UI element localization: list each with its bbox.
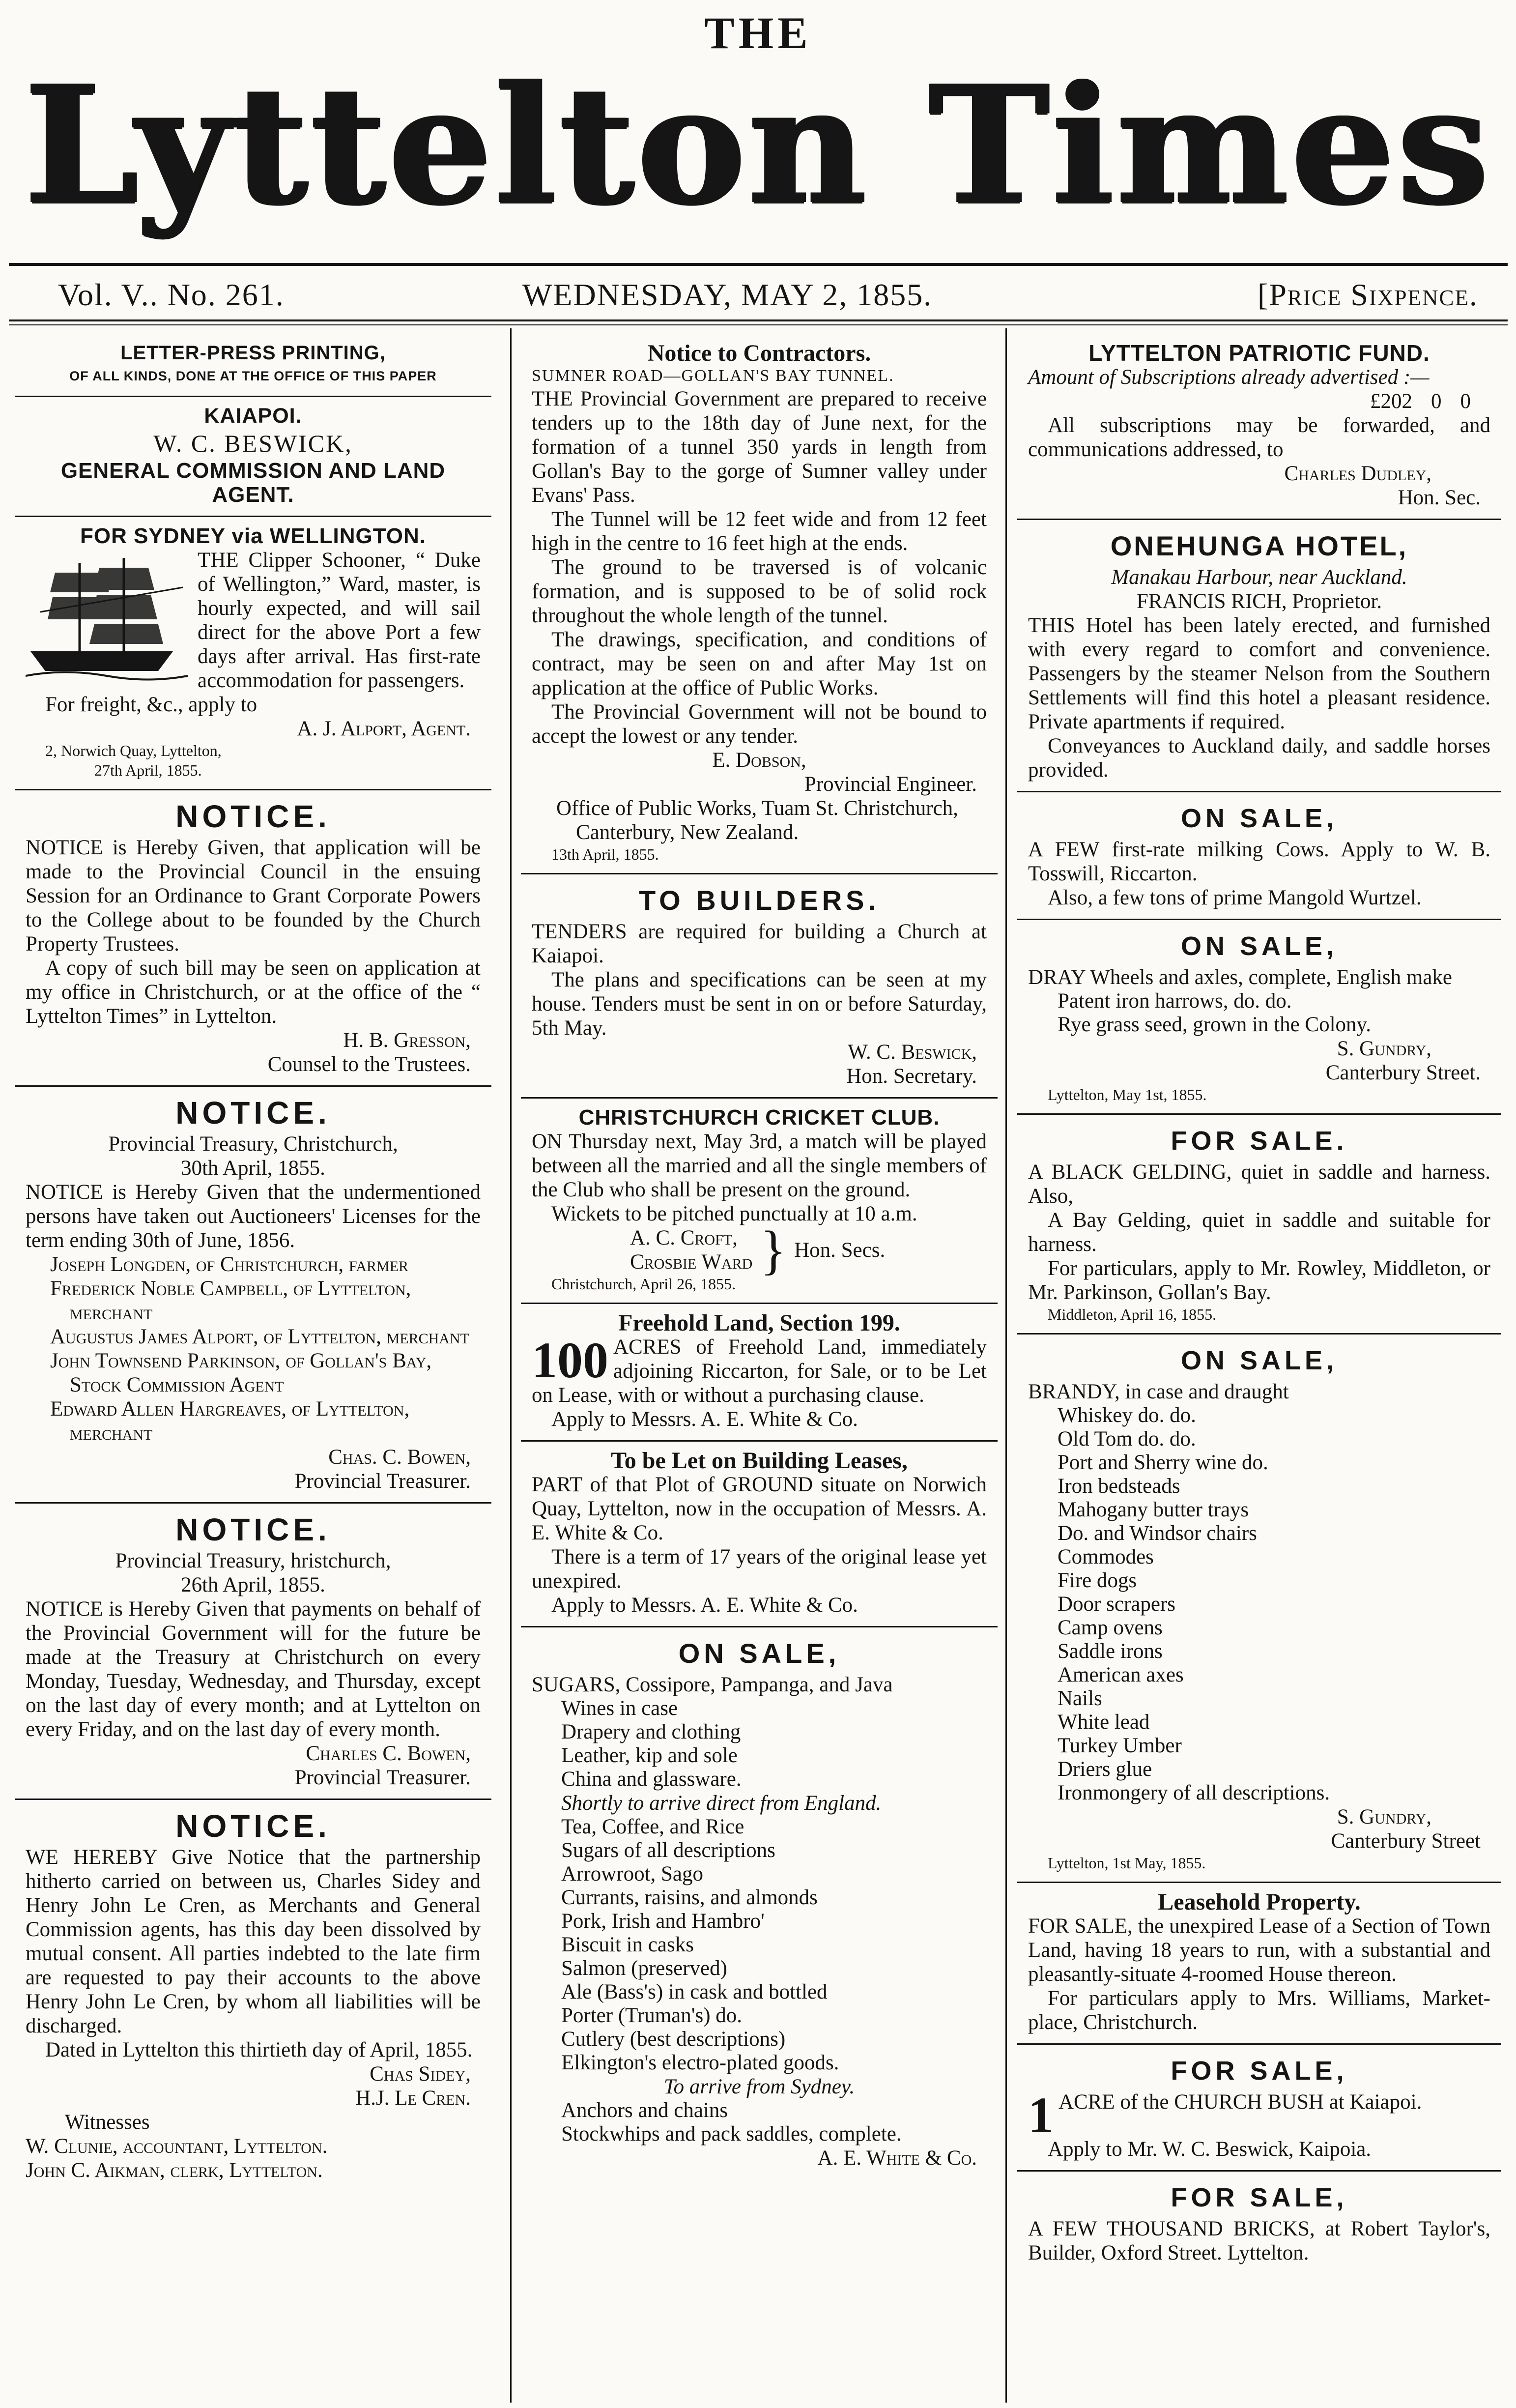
list-item: John Townsend Parkinson, of Gollan's Bay, Stock Commission Agent xyxy=(50,1349,432,1396)
ad-notice-college xyxy=(15,790,491,1087)
builders-heading: TO BUILDERS. xyxy=(638,885,880,916)
cricket-secretaries xyxy=(532,1220,987,1280)
list-item: Currants, raisins, and almonds xyxy=(561,1886,818,1909)
list-item: Commodes xyxy=(1058,1545,1154,1568)
dray-date: Lyttelton, May 1st, 1855. xyxy=(1048,1086,1207,1103)
column-divider-2 xyxy=(1005,328,1007,2403)
list-item: White lead xyxy=(1058,1711,1150,1734)
ad-building-leases xyxy=(521,1442,998,1627)
column-1 xyxy=(15,334,491,2389)
gelding-body: A BLACK GELDING, quiet in saddle and harness. Also, xyxy=(1028,1160,1490,1208)
amount-pence: 0 xyxy=(1460,390,1471,413)
leases-p2: There is a term of 17 years of the original lease yet unexpired. xyxy=(532,1545,987,1593)
list-item: Frederick Noble Campbell, of Lyttelton, merchant xyxy=(50,1277,411,1324)
ad-printing xyxy=(15,334,491,397)
ad-beswick xyxy=(15,397,491,517)
brandy-body: BRANDY, in case and draught xyxy=(1028,1380,1289,1403)
cricket-heading: CHRISTCHURCH CRICKET CLUB. xyxy=(578,1105,940,1130)
list-item: Fire dogs xyxy=(1058,1569,1137,1592)
ad-onehunga-hotel xyxy=(1017,520,1501,792)
ad-church-bush xyxy=(1017,2045,1501,2172)
list-item: Anchors and chains xyxy=(561,2099,728,2122)
notice-4-body: WE HEREBY Give Notice that the partnership hitherto carried on between us, Charles Sidey and Henry John Le Cren, as Merchants and General Commission agents, has this day been dissolved by mutual consent. All parties indebted to the late firm are requested to pay their accounts to the above Henry John Le Cren, by whom all liabilities will be discharged. xyxy=(26,1846,481,2037)
beswick-role: GENERAL COMMISSION AND LAND AGENT. xyxy=(60,459,446,507)
hotel-place: Manakau Harbour, near Auckland. xyxy=(1111,566,1407,589)
hotel-heading: ONEHUNGA HOTEL, xyxy=(1110,530,1408,561)
list-item: Leather, kip and sole xyxy=(561,1744,738,1767)
onsale-heading: ON SALE, xyxy=(678,1638,840,1669)
list-item: Augustus James Alport, of Lyttelton, merchant xyxy=(50,1325,469,1348)
list-item: Stockwhips and pack saddles, complete. xyxy=(561,2122,902,2146)
builders-body: TENDERS are required for building a Church at Kaiapoi. xyxy=(532,920,987,967)
amount-pounds: £202 xyxy=(1370,390,1412,413)
ad-builders xyxy=(521,874,998,1099)
notice-2-signature-role: Provincial Treasurer. xyxy=(294,1470,471,1493)
builders-p2: The plans and specifications can be seen at my house. Tenders must be sent in on or before Saturday, 5th May. xyxy=(532,968,987,1040)
leases-body: PART of that Plot of GROUND situate on Norwich Quay, Lyttelton, now in the occupation of Messrs. A. E. White & Co. xyxy=(532,1473,987,1544)
contractors-p5: The Provincial Government will not be bound to accept the lowest or any tender. xyxy=(532,700,987,748)
ad-contractors xyxy=(521,334,998,874)
column-2 xyxy=(521,334,998,2389)
list-item: Patent iron harrows, do. do. xyxy=(1058,989,1292,1013)
brandy-signature: S. Gundry, xyxy=(1337,1805,1431,1828)
notice-3-signature: Charles C. Bowen, xyxy=(306,1742,471,1765)
list-item: Port and Sherry wine do. xyxy=(1058,1451,1268,1474)
list-item: Nails xyxy=(1058,1687,1102,1710)
cricket-name-1: A. C. Croft, xyxy=(630,1226,738,1249)
sydney-body: THE Clipper Schooner, “ Duke of Wellington,” Ward, master, is hourly expected, and will sail direct for the above Port a few days after arrival. Has first-rate accommodation for passengers. xyxy=(198,549,481,692)
list-item: American axes xyxy=(1058,1663,1184,1686)
freehold-number: 100 xyxy=(532,1332,608,1389)
gelding-date: Middleton, April 16, 1855. xyxy=(1048,1306,1217,1323)
masthead-rule-thin xyxy=(9,324,1508,325)
notice-3-signature-role: Provincial Treasurer. xyxy=(294,1766,471,1789)
notice-4-signature-2: H.J. Le Cren. xyxy=(355,2087,471,2110)
ad-brandy xyxy=(1017,1335,1501,1883)
cricket-role: Hon. Secs. xyxy=(794,1238,886,1262)
sydney-agent: A. J. Alport, Agent. xyxy=(297,717,471,740)
ad-gelding xyxy=(1017,1115,1501,1335)
sydney-heading: FOR SYDNEY via WELLINGTON. xyxy=(80,524,427,548)
notice-3-heading: NOTICE. xyxy=(175,1512,331,1547)
leasehold-body: FOR SALE, the unexpired Lease of a Section of Town Land, having 18 years to run, with a substantial and pleasantly-situate 4-roomed House thereon. xyxy=(1028,1915,1490,1986)
onsale-shortly: Shortly to arrive direct from England. xyxy=(561,1792,882,1815)
patriotic-signature-role: Hon. Sec. xyxy=(1398,486,1481,509)
patriotic-signature: Charles Dudley, xyxy=(1284,462,1431,485)
notice-1-body: NOTICE is Hereby Given, that application will be made to the Provincial Council in the ensuing Session for an Ordinance to Grant Corporate Powers to the College about to be founded by the Church Property Trustees. xyxy=(26,836,481,956)
dateline xyxy=(9,273,1508,317)
brace-glyph: } xyxy=(760,1220,787,1280)
notice-4-witness-1: W. Clunie, accountant, Lyttelton. xyxy=(26,2135,328,2158)
cricket-p2: Wickets to be pitched punctually at 10 a.m. xyxy=(551,1202,917,1225)
cows-body: A FEW first-rate milking Cows. Apply to W. B. Tosswill, Riccarton. xyxy=(1028,838,1490,885)
contractors-subheading: SUMNER ROAD—GOLLAN'S BAY TUNNEL. xyxy=(532,367,894,385)
ad-on-sale-sugars xyxy=(521,1627,998,2179)
leases-apply: Apply to Messrs. A. E. White & Co. xyxy=(551,1594,858,1617)
cricket-body: ON Thursday next, May 3rd, a match will be played between all the married and all the single members of the Club who shall be present on the ground. xyxy=(532,1130,987,1201)
cricket-date: Christchurch, April 26, 1855. xyxy=(551,1275,736,1293)
list-item: Whiskey do. do. xyxy=(1058,1404,1196,1427)
hotel-body: THIS Hotel has been lately erected, and furnished with every regard to comfort and convenience. Passengers by the steamer Nelson from the Southern Settlements will find this hotel a pleasant residence. Private apartments if required. xyxy=(1028,614,1490,733)
list-item: Tea, Coffee, and Rice xyxy=(561,1815,744,1838)
list-item: Pork, Irish and Hambro' xyxy=(561,1910,765,1933)
list-item: Porter (Truman's) do. xyxy=(561,2004,743,2027)
patriotic-subheading: Amount of Subscriptions already advertised :— xyxy=(1028,366,1430,389)
beswick-place: KAIAPOI. xyxy=(204,404,302,428)
amount-shillings: 0 xyxy=(1431,390,1442,413)
onsale-list-sydney xyxy=(532,2099,987,2146)
dray-list xyxy=(1028,989,1490,1037)
notice-1-heading: NOTICE. xyxy=(175,799,331,834)
list-item: Camp ovens xyxy=(1058,1616,1163,1639)
list-item: Driers glue xyxy=(1058,1758,1152,1781)
cows-p2: Also, a few tons of prime Mangold Wurtzel. xyxy=(1048,886,1422,909)
ad-notice-payments xyxy=(15,1504,491,1800)
notice-1-signature: H. B. Gresson, xyxy=(343,1029,471,1052)
hotel-p2: Conveyances to Auckland daily, and saddle horses provided. xyxy=(1028,734,1490,782)
ad-freehold xyxy=(521,1304,998,1442)
sailing-ship-icon xyxy=(26,553,188,686)
list-item: Cutlery (best descriptions) xyxy=(561,2028,786,2051)
notice-2-date: 30th April, 1855. xyxy=(181,1157,325,1180)
column-3 xyxy=(1017,334,1501,2389)
notice-2-place: Provincial Treasury, Christchurch, xyxy=(108,1132,398,1156)
issue-date: WEDNESDAY, MAY 2, 1855. xyxy=(522,277,933,312)
hotel-proprietor: FRANCIS RICH, Proprietor. xyxy=(1136,590,1382,613)
freehold-apply: Apply to Messrs. A. E. White & Co. xyxy=(551,1408,858,1431)
bush-number: 1 xyxy=(1028,2087,1054,2144)
list-item: Mahogany butter trays xyxy=(1058,1498,1249,1521)
notice-1-signature-role: Counsel to the Trustees. xyxy=(267,1053,471,1076)
masthead-rule-bottom xyxy=(9,319,1508,321)
ad-cows xyxy=(1017,792,1501,920)
list-item: Turkey Umber xyxy=(1058,1734,1182,1757)
price: [Price Sixpence. xyxy=(1258,277,1478,312)
cows-heading: ON SALE, xyxy=(1180,804,1338,833)
list-item: Rye grass seed, grown in the Colony. xyxy=(1058,1013,1372,1036)
list-item: Elkington's electro-plated goods. xyxy=(561,2051,839,2074)
sydney-freight: For freight, &c., apply to xyxy=(45,693,257,716)
bush-body: ACRE of the CHURCH BUSH at Kaiapoi. xyxy=(1058,2090,1422,2114)
bush-heading: FOR SALE, xyxy=(1171,2056,1348,2086)
sydney-date: 27th April, 1855. xyxy=(94,761,202,779)
ad-bricks xyxy=(1017,2172,1501,2274)
brandy-date: Lyttelton, 1st May, 1855. xyxy=(1048,1854,1206,1872)
notice-4-dated: Dated in Lyttelton this thirtieth day of April, 1855. xyxy=(45,2038,473,2061)
dray-signature: S. Gundry, xyxy=(1337,1037,1431,1060)
brandy-list xyxy=(1028,1404,1490,1805)
list-item: Joseph Longden, of Christchurch, farmer xyxy=(50,1253,409,1276)
notice-4-heading: NOTICE. xyxy=(175,1808,331,1844)
masthead-the: THE xyxy=(704,8,812,58)
ad-dray-wheels xyxy=(1017,920,1501,1115)
gelding-heading: FOR SALE. xyxy=(1171,1126,1348,1156)
brandy-signature-address: Canterbury Street xyxy=(1331,1829,1481,1853)
builders-signature: W. C. Beswick, xyxy=(848,1041,977,1064)
ad-patriotic-fund xyxy=(1017,334,1501,520)
list-item: Salmon (preserved) xyxy=(561,1957,727,1980)
ad-notice-partnership xyxy=(15,1800,491,2191)
newspaper-title: Lyttelton Times xyxy=(24,50,1492,240)
dray-body: DRAY Wheels and axles, complete, English make xyxy=(1028,966,1453,989)
onsale-list-england xyxy=(532,1815,987,2075)
notice-4-witnesses: Witnesses xyxy=(65,2111,150,2134)
gelding-p2: A Bay Gelding, quiet in saddle and suitable for harness. xyxy=(1028,1209,1490,1256)
contractors-p2: The Tunnel will be 12 feet wide and from 12 feet high in the centre to 16 feet high at the ends. xyxy=(532,508,987,555)
sydney-address: 2, Norwich Quay, Lyttelton, xyxy=(45,742,222,759)
list-item: Arrowroot, Sago xyxy=(561,1862,704,1886)
notice-3-body: NOTICE is Hereby Given that payments on behalf of the Provincial Government will for the future be made at the Treasury at Christchurch on every Monday, Tuesday, Wednesday, and Thursday, except on the last day of every month; and at Lyttelton on every Friday, and on the last day of every month. xyxy=(26,1597,481,1741)
freehold-body: ACRES of Freehold Land, immediately adjoining Riccarton, for Sale, or to be Let on Lease, with or without a purchasing clause. xyxy=(532,1335,987,1407)
contractors-p4: The drawings, specification, and conditions of contract, may be seen on and after May 1st on application at the office of Public Works. xyxy=(532,628,987,699)
auctioneer-list xyxy=(26,1252,481,1445)
onsale-body: SUGARS, Cossipore, Pampanga, and Java xyxy=(532,1673,893,1696)
notice-2-signature: Chas. C. Bowen, xyxy=(328,1446,471,1469)
onsale-list xyxy=(532,1697,987,1791)
list-item: Biscuit in casks xyxy=(561,1933,694,1956)
patriotic-heading: LYTTELTON PATRIOTIC FUND. xyxy=(1088,340,1430,366)
patriotic-amount xyxy=(1028,389,1490,413)
list-item: Wines in case xyxy=(561,1697,678,1720)
leasehold-heading: Leasehold Property. xyxy=(1158,1889,1361,1915)
dray-signature-address: Canterbury Street. xyxy=(1325,1061,1481,1084)
notice-4-signature-1: Chas Sidey, xyxy=(370,2062,471,2086)
list-item: Ironmongery of all descriptions. xyxy=(1058,1781,1330,1804)
masthead xyxy=(0,0,1516,265)
printing-subtitle: OF ALL KINDS, DONE AT THE OFFICE OF THIS PAPER xyxy=(69,369,437,383)
contractors-body: THE Provincial Government are prepared to receive tenders up to the 18th day of June next, for the formation of a tunnel 350 yards in length from Gollan's Bay to the gorge of Sumner valley under Evans' Pass. xyxy=(532,387,987,507)
ad-notice-auctioneers xyxy=(15,1087,491,1504)
bricks-body: A FEW THOUSAND BRICKS, at Robert Taylor's, Builder, Oxford Street. Lyttelton. xyxy=(1028,2217,1490,2264)
bush-apply: Apply to Mr. W. C. Beswick, Kaipoia. xyxy=(1048,2138,1372,2161)
list-item: Saddle irons xyxy=(1058,1640,1163,1663)
list-item: Sugars of all descriptions xyxy=(561,1839,775,1862)
contractors-signature: E. Dobson, xyxy=(712,749,806,772)
freehold-heading: Freehold Land, Section 199. xyxy=(618,1310,900,1336)
notice-2-body: NOTICE is Hereby Given that the undermentioned persons have taken out Auctioneers' Licenses for the term ending 30th of June, 1856. xyxy=(26,1181,481,1252)
contractors-date: 13th April, 1855. xyxy=(551,845,659,863)
onsale-signature: A. E. White & Co. xyxy=(817,2147,977,2170)
list-item: Door scrapers xyxy=(1058,1593,1175,1616)
list-item: Drapery and clothing xyxy=(561,1720,741,1743)
volume-number: Vol. V.. No. 261. xyxy=(58,277,285,312)
gelding-p3: For particulars, apply to Mr. Rowley, Middleton, or Mr. Parkinson, Gollan's Bay. xyxy=(1028,1257,1490,1304)
notice-3-place: Provincial Treasury, hristchurch, xyxy=(115,1549,391,1572)
bricks-heading: FOR SALE, xyxy=(1171,2183,1348,2212)
masthead-rule-top xyxy=(9,263,1508,266)
dray-heading: ON SALE, xyxy=(1180,931,1338,961)
notice-3-date: 26th April, 1855. xyxy=(181,1573,325,1596)
list-item: Edward Allen Hargreaves, of Lyttelton, merchant xyxy=(50,1397,410,1445)
notice-2-heading: NOTICE. xyxy=(175,1095,331,1131)
beswick-name: W. C. BESWICK, xyxy=(153,430,353,457)
contractors-p3: The ground to be traversed is of volcanic formation, and is supposed to be of solid rock throughout the whole length of the tunnel. xyxy=(532,556,987,627)
list-item: China and glassware. xyxy=(561,1768,742,1791)
cricket-name-2: Crosbie Ward xyxy=(630,1250,753,1274)
list-item: Ale (Bass's) in cask and bottled xyxy=(561,1980,828,2003)
ad-leasehold xyxy=(1017,1883,1501,2045)
contractors-signature-role: Provincial Engineer. xyxy=(804,773,977,796)
list-item: Do. and Windsor chairs xyxy=(1058,1522,1257,1545)
notice-1-body-2: A copy of such bill may be seen on application at my office in Christchurch, or at the office of the “ Lyttelton Times” in Lyttelton. xyxy=(26,957,481,1028)
notice-4-witness-2: John C. Aikman, clerk, Lyttelton. xyxy=(26,2159,323,2182)
leases-heading: To be Let on Building Leases, xyxy=(611,1448,908,1474)
column-divider-1 xyxy=(510,328,512,2403)
brandy-heading: ON SALE, xyxy=(1180,1346,1338,1375)
printing-title: LETTER-PRESS PRINTING, xyxy=(120,342,386,364)
contractors-office: Office of Public Works, Tuam St. Christchurch, Canterbury, New Zealand. xyxy=(556,797,958,844)
onsale-sydney: To arrive from Sydney. xyxy=(663,2075,855,2098)
leasehold-p2: For particulars apply to Mrs. Williams, Market-place, Christchurch. xyxy=(1028,1987,1490,2034)
builders-signature-role: Hon. Secretary. xyxy=(846,1065,977,1088)
list-item: Old Tom do. do. xyxy=(1058,1427,1196,1451)
contractors-heading: Notice to Contractors. xyxy=(647,340,871,366)
patriotic-body: All subscriptions may be forwarded, and communications addressed, to xyxy=(1028,414,1490,461)
ad-cricket xyxy=(521,1099,998,1304)
ad-sydney xyxy=(15,517,491,790)
list-item: Iron bedsteads xyxy=(1058,1475,1180,1498)
